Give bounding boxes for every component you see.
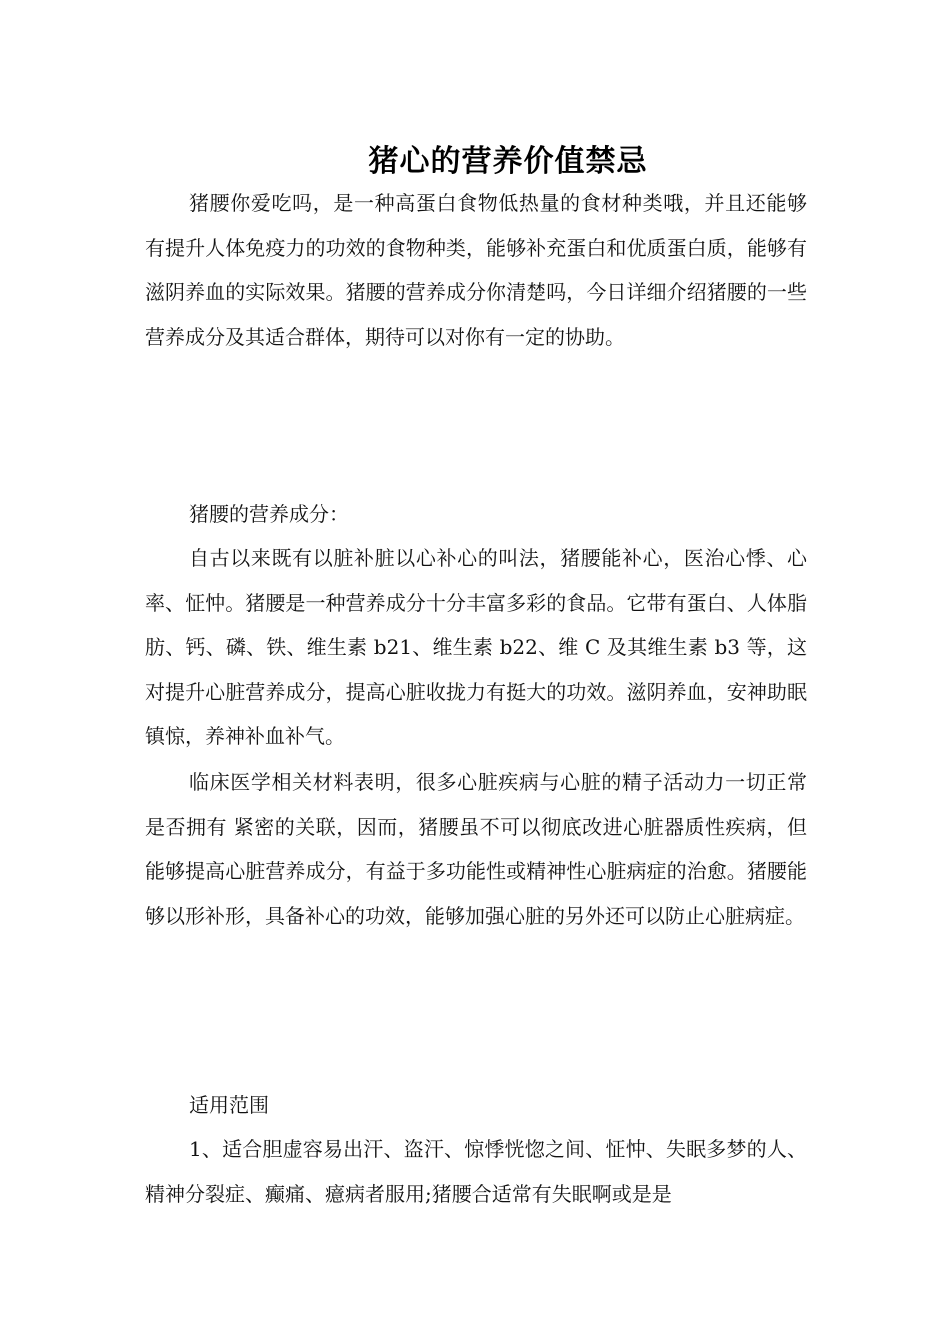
document-title: 猪心的营养价值禁忌 — [368, 144, 648, 180]
section-heading-nutrition: 猪腰的营养成分： — [189, 502, 349, 526]
section-heading-scope: 适用范围 — [189, 1093, 269, 1117]
nutrition-paragraph: 自古以来既有以脏补脏以心补心的叫法，猪腰能补心，医治心悸、心率、怔忡。猪腰是一种营养成分十分丰富多彩的食品。它带有蛋白、人体脂肪、钙、磷、铁、维生素 b21、维生素 b22、维 C 及其维生素 b3 等，这对提升心脏营养成分，提高心脏收拢力有挺大的功效。滋阴养血，安神助眠镇惊，养神补血补气。 — [145, 546, 807, 749]
clinical-paragraph: 临床医学相关材料表明，很多心脏疾病与心脏的精子活动力一切正常是否拥有 紧密的关联，因而，猪腰虽不可以彻底改进心脏器质性疾病，但能够提高心脏营养成分，有益于多功能性或精神性心脏病症的治愈。猪腰能够以形补形，具备补心的功效，能够加强心脏的另外还可以防止心脏病症。 — [145, 770, 807, 928]
scope-item-paragraph: 1、适合胆虚容易出汗、盗汗、惊悸恍惚之间、怔忡、失眠多梦的人、精神分裂症、癫痛、癔病者服用;猪腰合适常有失眠啊或是是 — [145, 1137, 807, 1206]
intro-paragraph: 猪腰你爱吃吗，是一种高蛋白食物低热量的食材种类哦，并且还能够有提升人体免疫力的功效的食物种类，能够补充蛋白和优质蛋白质，能够有滋阴养血的实际效果。猪腰的营养成分你清楚吗，今日详细介绍猪腰的一些营养成分及其适合群体，期待可以对你有一定的协助。 — [145, 191, 807, 349]
